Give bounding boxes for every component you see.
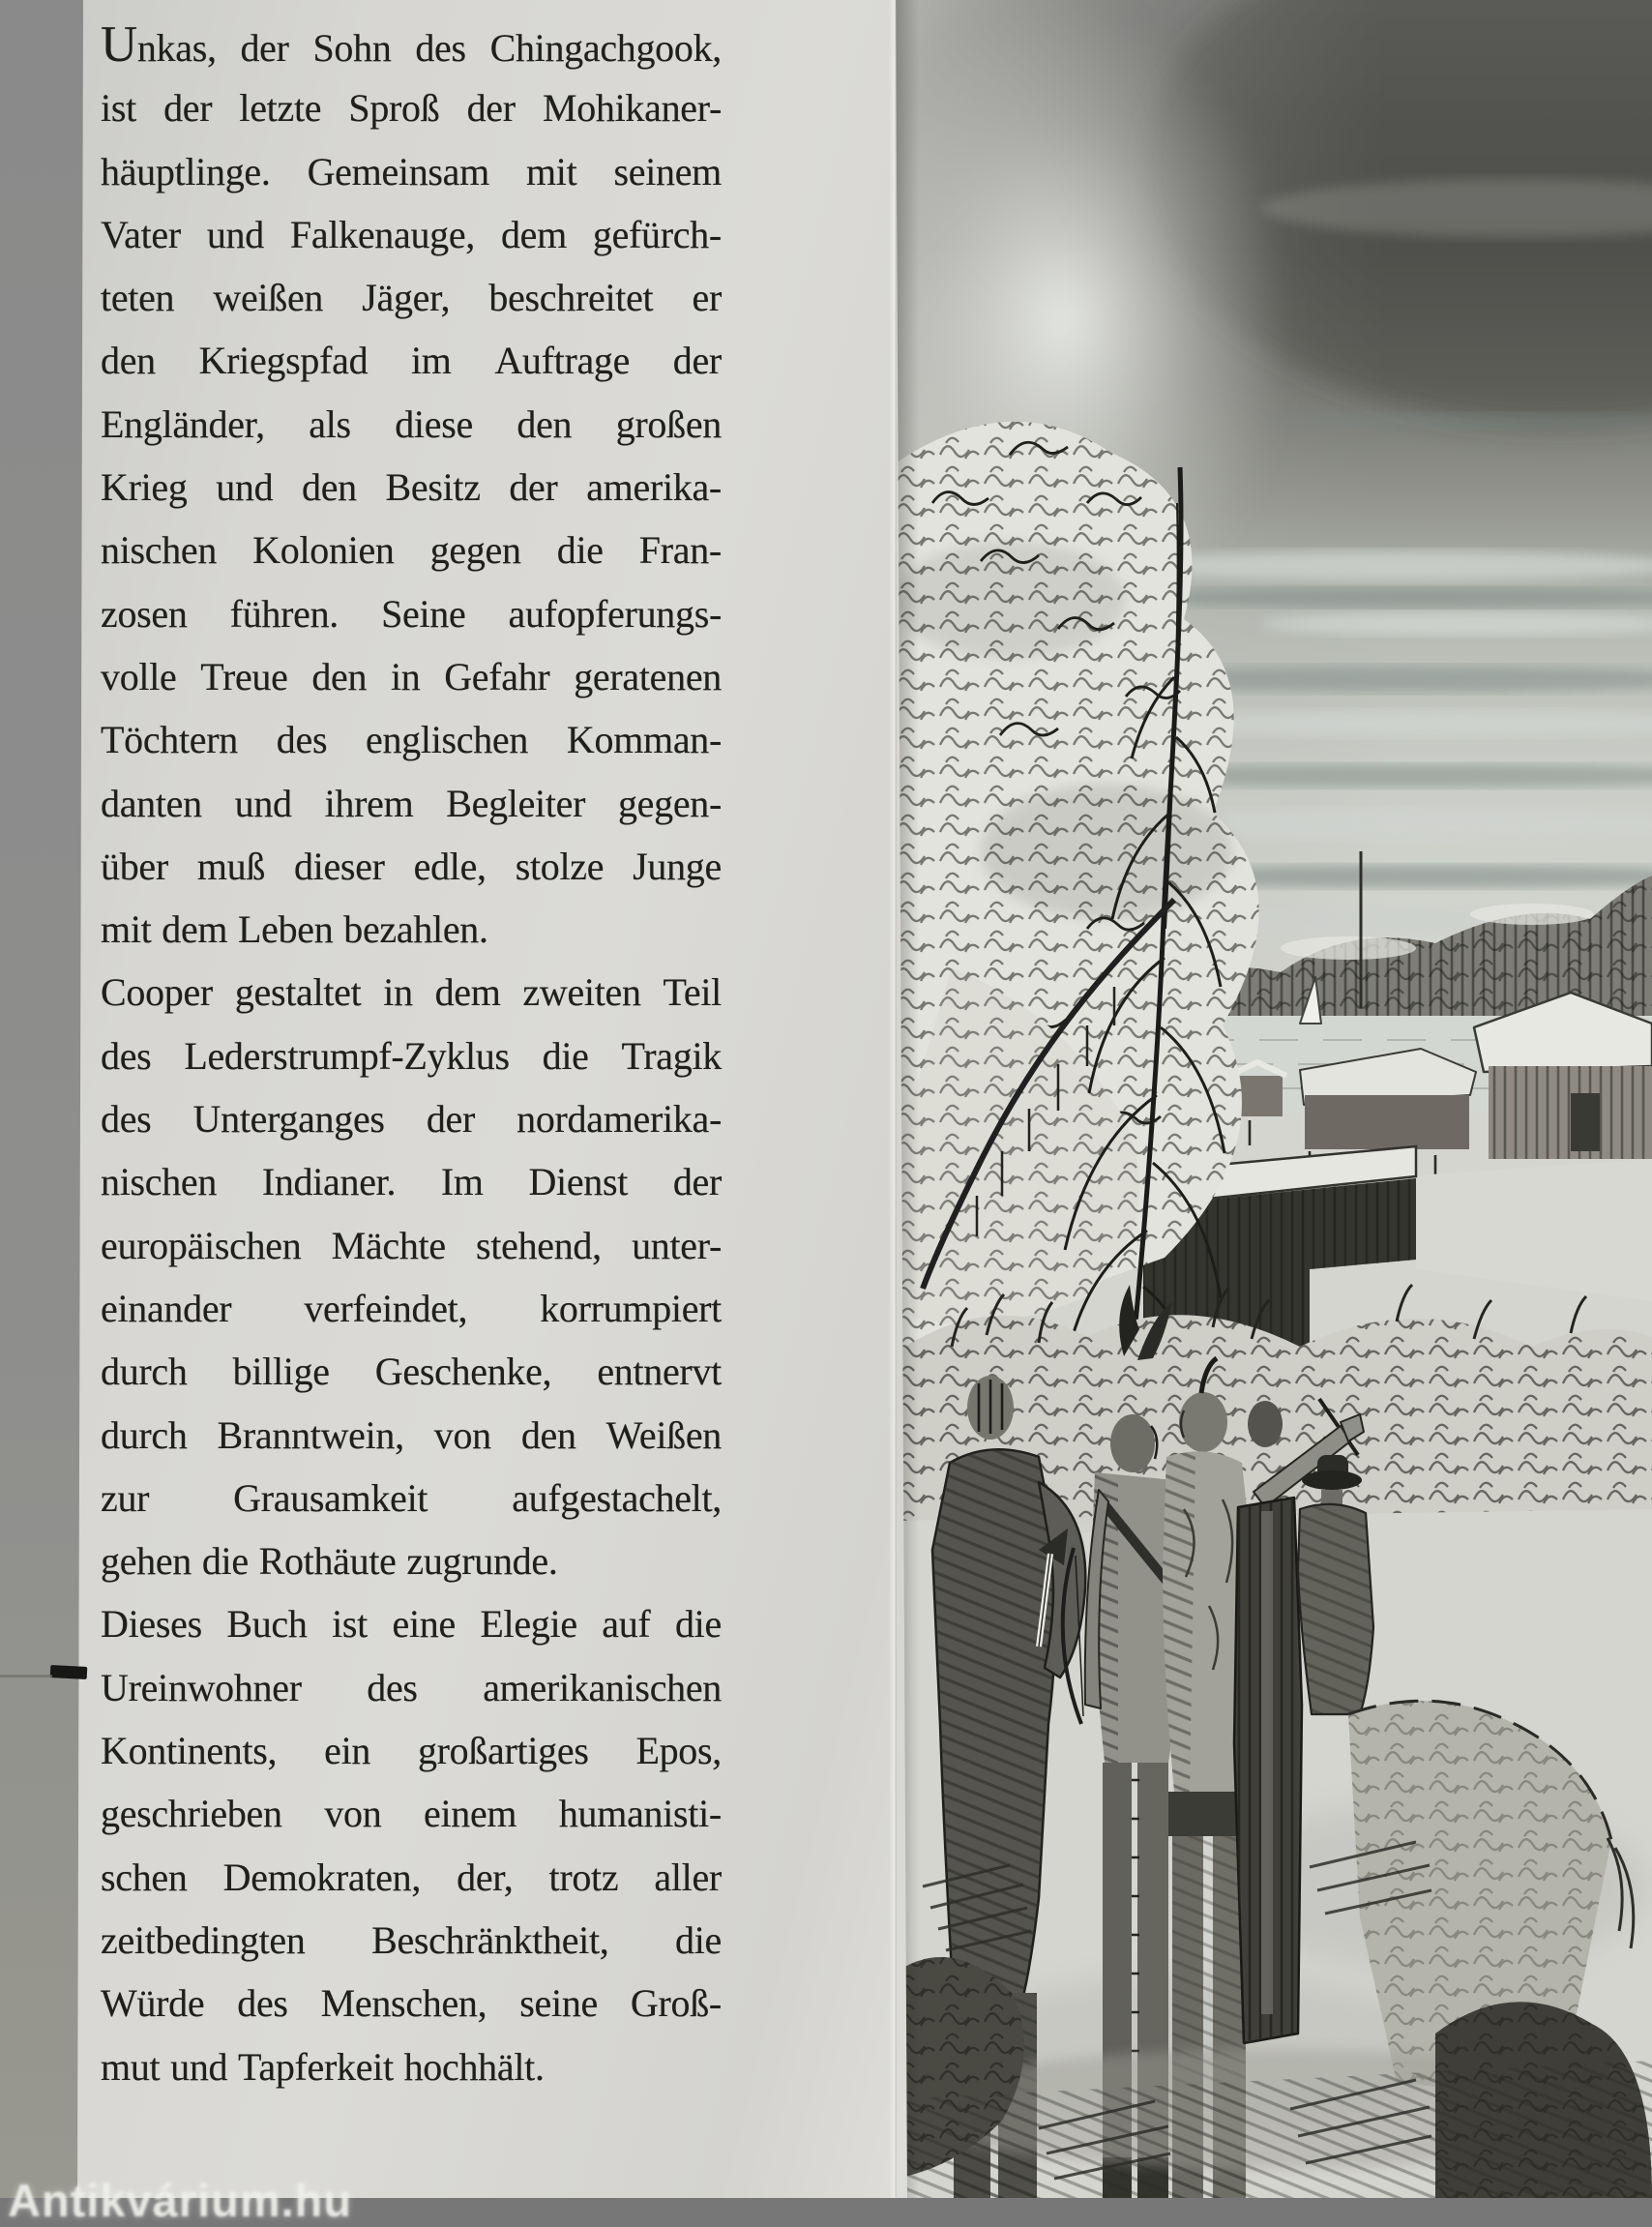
text-line: Dieses Buch ist eine Elegie auf die <box>101 1602 722 1647</box>
cover-illustration <box>894 0 1652 2198</box>
text-line: einander verfeindet, korrumpiert <box>101 1286 722 1330</box>
text-line: häuptlinge. Gemeinsam mit seinem <box>101 149 722 193</box>
text-line: durch billige Geschenke, entnervt <box>101 1350 722 1394</box>
text-line: zeitbedingten Beschränktheit, die <box>101 1917 722 1962</box>
text-line: des Unterganges der nordamerika- <box>101 1097 722 1142</box>
text-line: schen Demokraten, der, trotz aller <box>101 1855 722 1899</box>
initial-capital: U <box>101 16 137 73</box>
text-line: nischen Kolonien gegen die Fran- <box>101 528 722 573</box>
text-line: teten weißen Jäger, beschreitet er <box>101 276 722 320</box>
text-line: über muß dieser edle, stolze Junge <box>101 844 722 888</box>
text-line: Vater und Falkenauge, dem gefürch- <box>101 212 722 256</box>
stray-ink-mark-tail <box>0 1675 52 1678</box>
text-line: Kontinents, ein großartiges Epos, <box>101 1729 722 1773</box>
text-line: geschrieben von einem humanisti- <box>101 1792 722 1836</box>
text-line: mit dem Leben bezahlen. <box>101 907 488 952</box>
paragraph <box>101 1592 722 2097</box>
stray-ink-mark <box>50 1665 88 1679</box>
text-line: durch Branntwein, von den Weißen <box>101 1412 722 1457</box>
text-line: volle Treue den in Gefahr geratenen <box>101 654 722 698</box>
text-line: des Lederstrumpf-Zyklus die Tragik <box>101 1033 722 1078</box>
text-line: Ureinwohner des amerikanischen <box>101 1665 722 1709</box>
text-line: Engländer, als diese den großen <box>101 401 722 446</box>
text-line: ist der letzte Sproß der Mohikaner- <box>101 86 722 131</box>
text-line: zur Grausamkeit aufgestachelt, <box>101 1475 722 1520</box>
flap-edge <box>889 0 897 2198</box>
text-line: Cooper gestaltet in dem zweiten Teil <box>101 970 722 1015</box>
text-line: den Kriegspfad im Auftrage der <box>101 339 722 383</box>
paragraph <box>101 961 722 1592</box>
text-line: Töchtern des englischen Komman- <box>101 718 722 762</box>
text-line: danten und ihrem Begleiter gegen- <box>101 781 722 825</box>
flap-blurb-text <box>101 14 722 2098</box>
text-line: Unkas, der Sohn des Chingachgook, <box>101 16 722 73</box>
text-line: zosen führen. Seine aufopferungs- <box>101 591 722 636</box>
text-line: Würde des Menschen, seine Groß- <box>101 1981 722 2026</box>
text-line: europäischen Mächte stehend, unter- <box>101 1223 722 1267</box>
text-line: nischen Indianer. Im Dienst der <box>101 1160 722 1204</box>
antikvarium-watermark: Antikvárium.hu <box>8 2175 353 2226</box>
text-line: mut und Tapferkeit hochhält. <box>101 2044 545 2089</box>
text-line: Krieg und den Besitz der amerika- <box>101 465 722 510</box>
paragraph <box>101 14 722 961</box>
text-line: gehen die Rothäute zugrunde. <box>101 1539 558 1584</box>
